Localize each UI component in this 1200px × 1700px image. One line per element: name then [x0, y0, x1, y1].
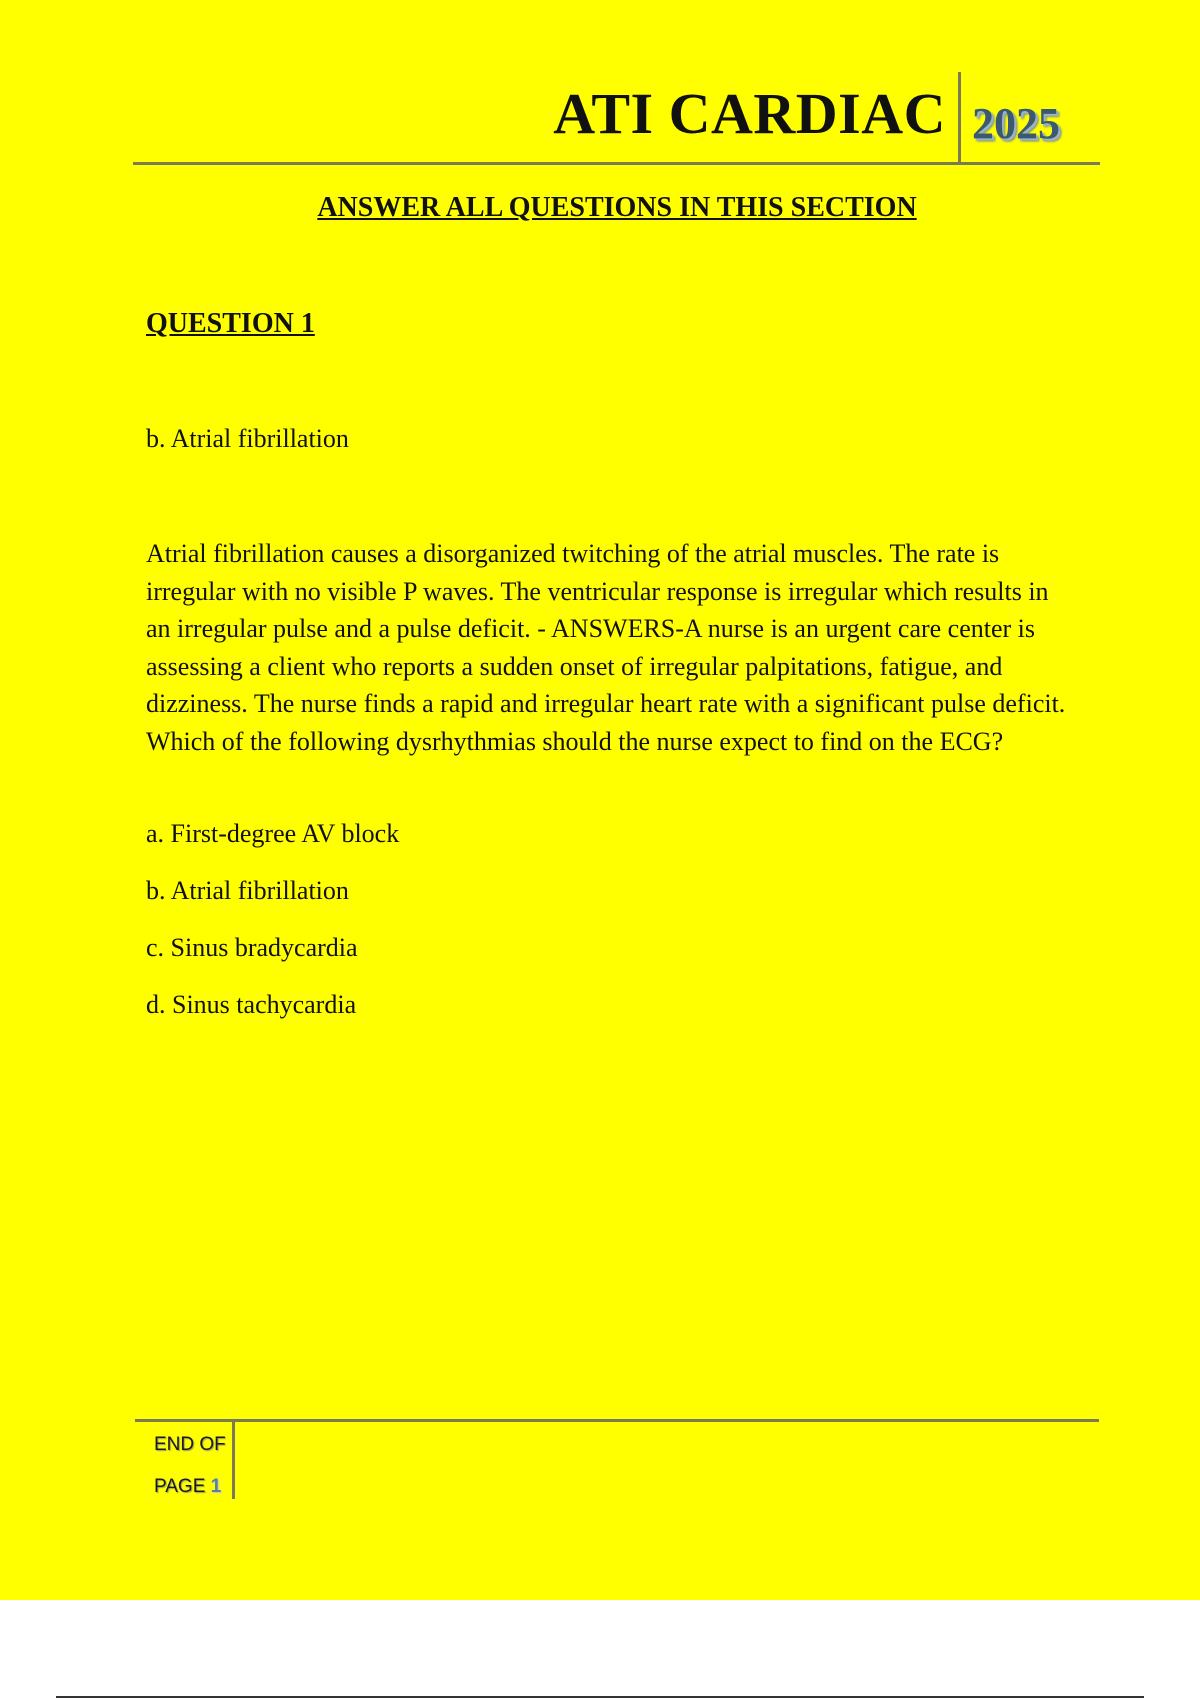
- document-title: ATI CARDIAC: [553, 81, 946, 146]
- answer-line: b. Atrial fibrillation: [146, 424, 349, 453]
- option-b: b. Atrial fibrillation: [146, 876, 349, 905]
- footer-page-line: [154, 1466, 226, 1508]
- option-c: c. Sinus bradycardia: [146, 933, 358, 962]
- document-year: 2025: [972, 99, 1060, 148]
- option-d: d. Sinus tachycardia: [146, 990, 357, 1019]
- page-footer: [154, 1424, 226, 1508]
- question-explanation: Atrial fibrillation causes a disorganized twitching of the atrial muscles. The rate is irregular with no visible P waves. The ventricular response is irregular which results in an irregular pulse and a pulse deficit. - ANSWERS-A nurse is an urgent care center is assessing a client who reports a sudden onset of irregular palpitations, fatigue, and dizziness. The nurse finds a rapid and irregular heart rate with a significant pulse deficit. Which of the following dysrhythmias should the nurse expect to find on the ECG?: [146, 539, 1066, 756]
- footer-page-number: 1: [210, 1476, 222, 1497]
- footer-end-label: END OF: [154, 1434, 226, 1455]
- bottom-page-rule: [56, 1696, 1144, 1698]
- footer-vertical-divider: [232, 1421, 235, 1499]
- header-rule: [133, 162, 1100, 165]
- section-heading: ANSWER ALL QUESTIONS IN THIS SECTION: [317, 192, 917, 223]
- question-heading: QUESTION 1: [146, 308, 315, 339]
- footer-page-label: PAGE: [154, 1476, 206, 1497]
- option-a: a. First-degree AV block: [146, 819, 400, 848]
- answer-options: [146, 815, 399, 1043]
- header-vertical-divider: [958, 72, 961, 164]
- footer-rule: [135, 1419, 1099, 1422]
